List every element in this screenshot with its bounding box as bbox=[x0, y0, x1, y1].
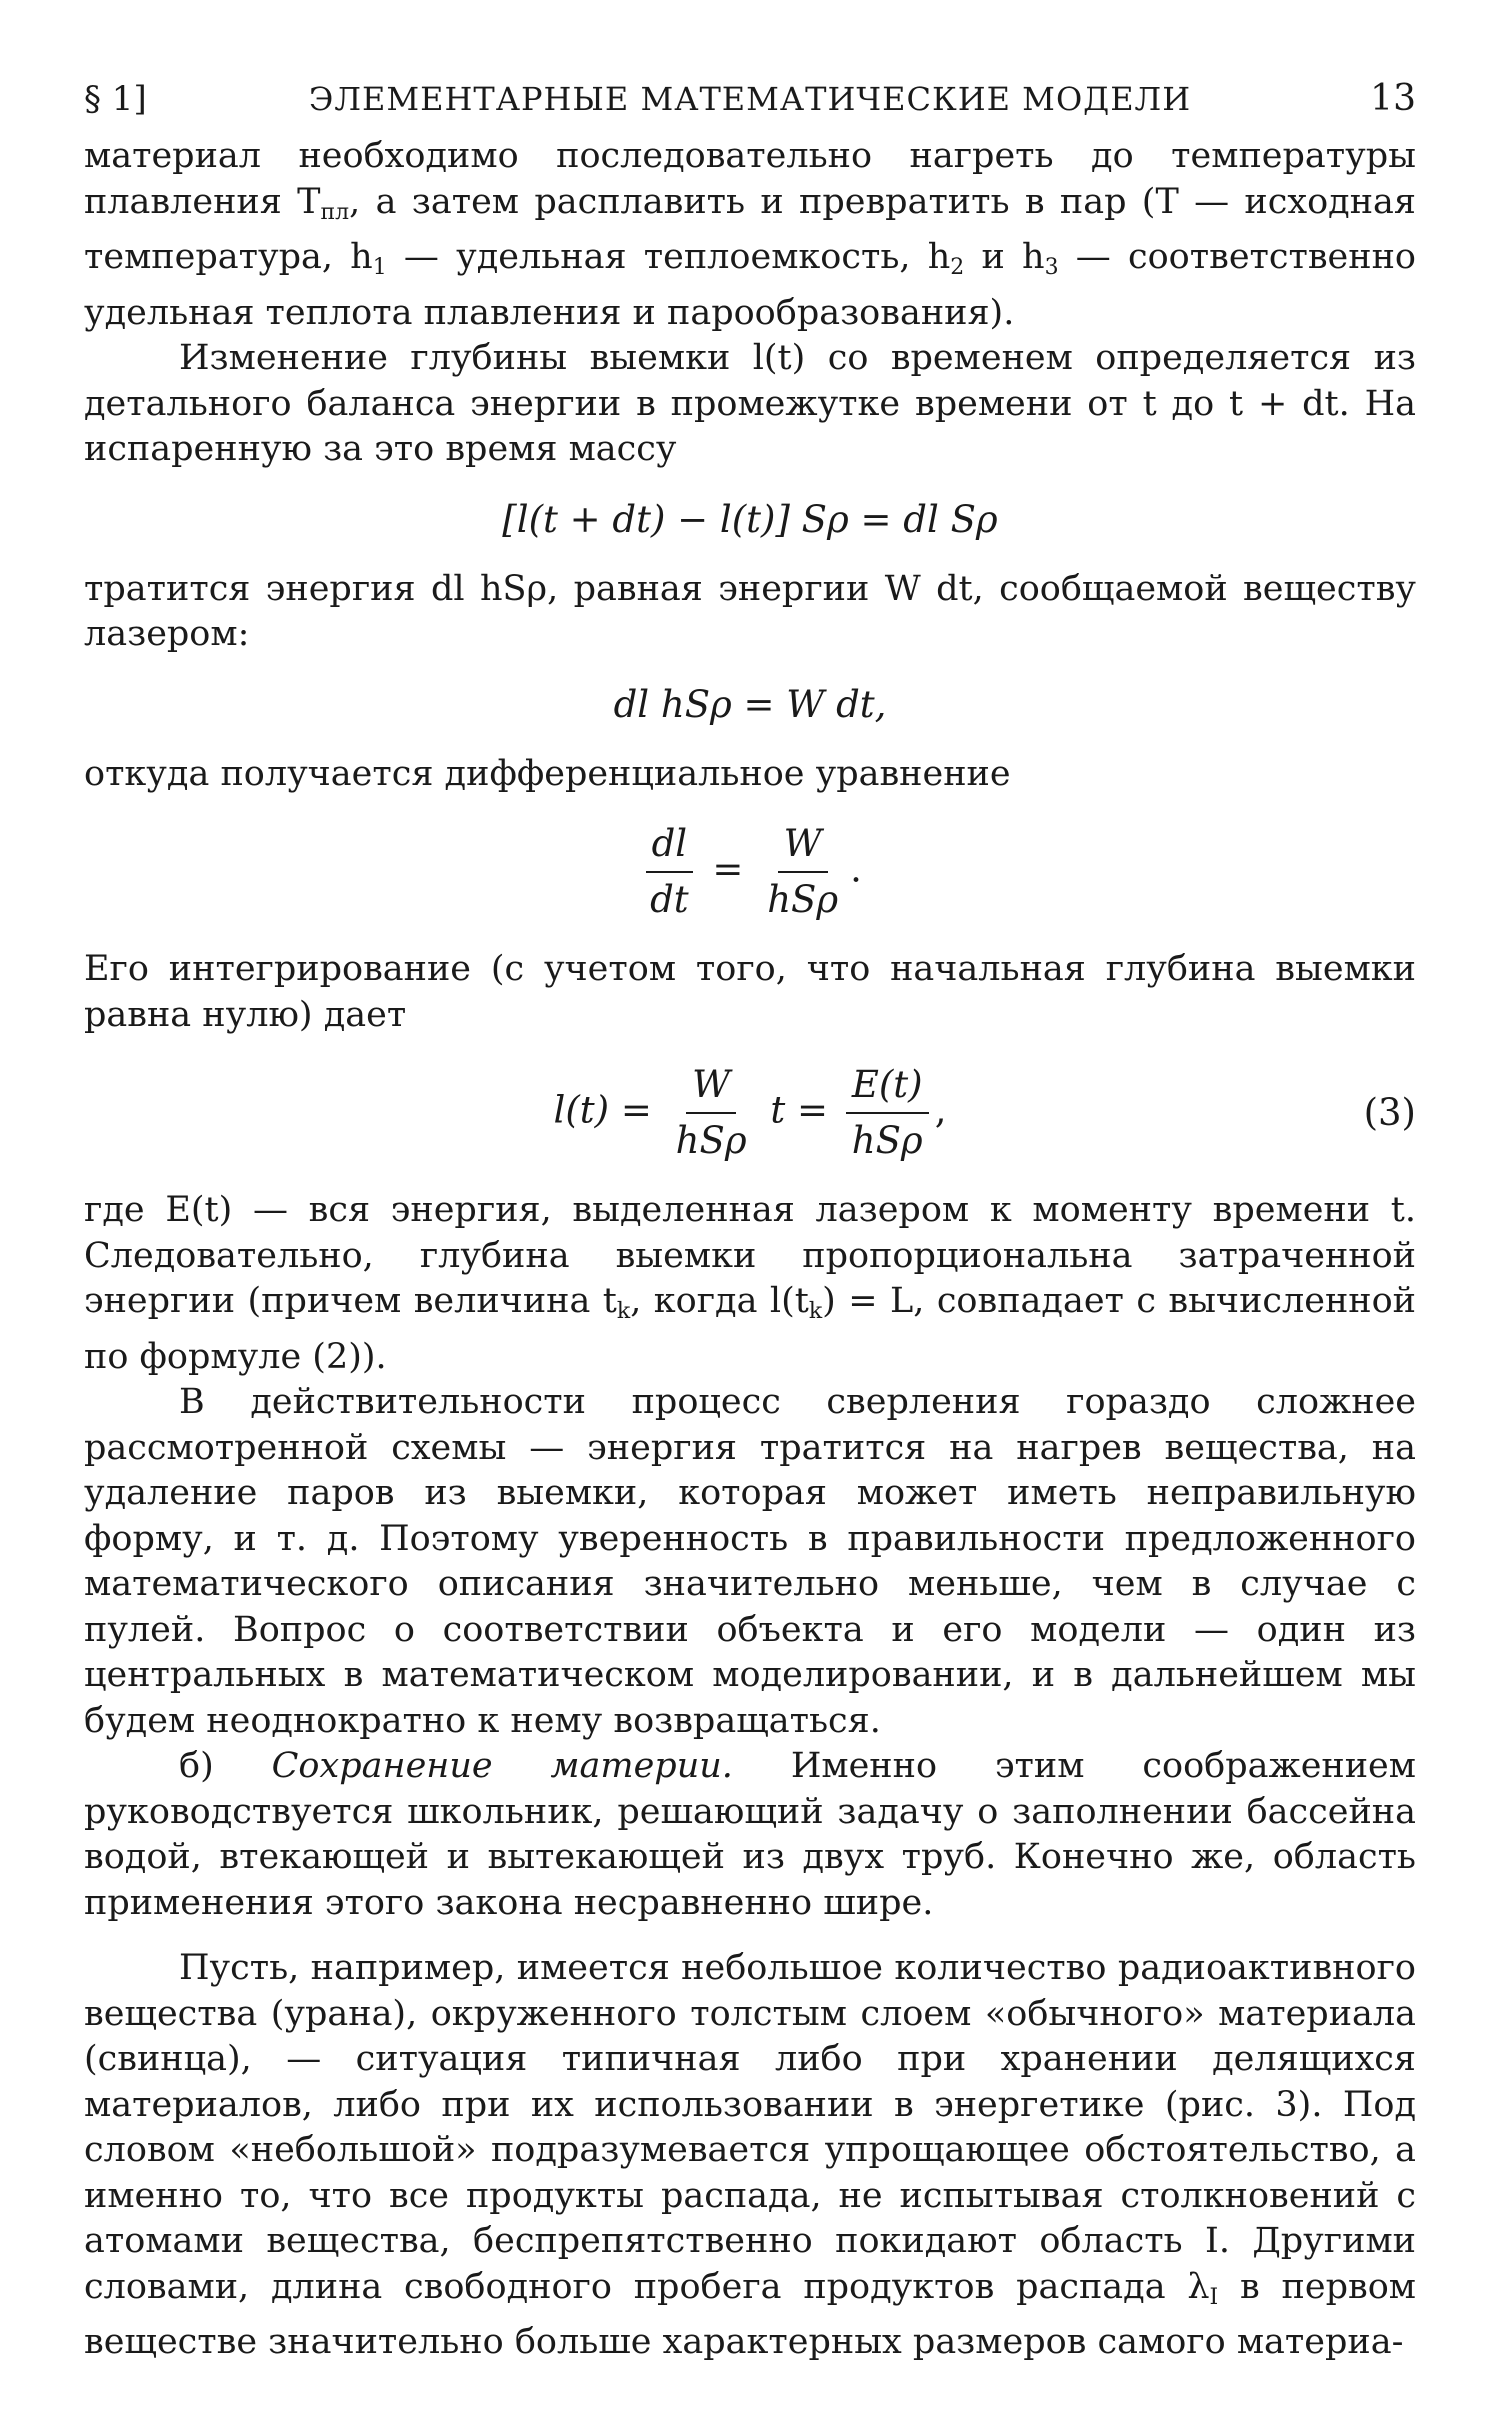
equation-mass: [l(t + dt) − l(t)] Sρ = dl Sρ bbox=[502, 497, 998, 541]
section-ref: § 1] bbox=[84, 79, 147, 119]
fraction-w-hsrho: $\frac{W}{\text{hSρ}}$ bbox=[767, 822, 839, 921]
equation-energy: dl hSρ = W dt, bbox=[613, 682, 887, 726]
paragraph-3: тратится энергия dl hSρ, равная энергии W dt, сообщаемой веществу лазером: bbox=[84, 568, 1416, 654]
page-number: 13 bbox=[1370, 78, 1416, 119]
fraction-dl-dt: $\frac{dl}{dt}$ bbox=[644, 821, 695, 923]
paragraph-6: где E(t) — вся энергия, выделенная лазером к моменту времени t. Следовательно, глубина выемки пропорциональна затраченной энергии (причем величина $t_k$, когда $l(t_k) = L$, совпадает с вычисленной по формуле (2)). bbox=[84, 1190, 1417, 1377]
equation-number: (3) bbox=[1363, 1091, 1416, 1134]
paragraph-7: В действительности процесс сверления гораздо сложнее рассмотренной схемы — энергия тратится на нагрев вещества, на удаление паров из выемки, которая может иметь неправильную форму, и т. д. Поэтому уверенность в правильности предложенного математического описания значительно меньше, чем в случае с пулей. Вопрос о соответствии объекта и его модели — один из центральных в математическом моделировании, и в дальнейшем мы будем неоднократно к нему возвращаться. bbox=[84, 1382, 1416, 1741]
equation-differential: $\frac{dl}{dt}$ = $\frac{W}{\text{hSρ}}$ . bbox=[84, 821, 1416, 923]
paragraph-4: откуда получается дифференциальное уравнение bbox=[84, 753, 1011, 794]
paragraph-1: материал необходимо последовательно нагреть до температуры плавления $T_{пл}$, а затем расплавить и превратить в пар (T — исходная температура, $h_1$ — удельная теплоемкость, $h_2$ и $h_3$ — соответственно удельная теплота плавления и парообразования). bbox=[84, 136, 1417, 333]
paragraph-8: б) Сохранение материи. Именно этим соображением руководствуется школьник, решающий задачу о заполнении бассейна водой, втекающей и вытекающей из двух труб. Конечно же, область применения этого закона несравненно шире. bbox=[84, 1746, 1416, 1923]
paragraph-2: Изменение глубины выемки l(t) со временем определяется из детального баланса энергии в промежутке времени от t до t + dt. На испаренную за это время массу bbox=[84, 338, 1416, 469]
running-header bbox=[84, 78, 1416, 134]
paragraph-5: Его интегрирование (с учетом того, что начальная глубина выемки равна нулю) дает bbox=[84, 949, 1416, 1035]
header-title: ЭЛЕМЕНТАРНЫЕ МАТЕМАТИЧЕСКИЕ МОДЕЛИ bbox=[308, 80, 1192, 118]
paragraph-9: Пусть, например, имеется небольшое количество радиоактивного вещества (урана), окруженного толстым слоем «обычного» материала (свинца), — ситуация типичная либо при хранении делящихся материалов, либо при их использовании в энергетике (рис. 3). Под словом «небольшой» подразумевается упрощающее обстоятельство, а именно то, что все продукты распада, не испытывая столкновений с атомами вещества, беспрепятственно покидают область I. Другими словами, длина свободного пробега продуктов распада $\lambda_I$ в первом веществе значительно больше характерных размеров самого материа- bbox=[84, 1948, 1416, 2362]
equation-3: l(t) = $\frac{W}{\text{hSρ}}$ t = $\frac{E(t)}{\text{hSρ}}$ , (3) bbox=[553, 1063, 1416, 1162]
page bbox=[84, 78, 1416, 2366]
